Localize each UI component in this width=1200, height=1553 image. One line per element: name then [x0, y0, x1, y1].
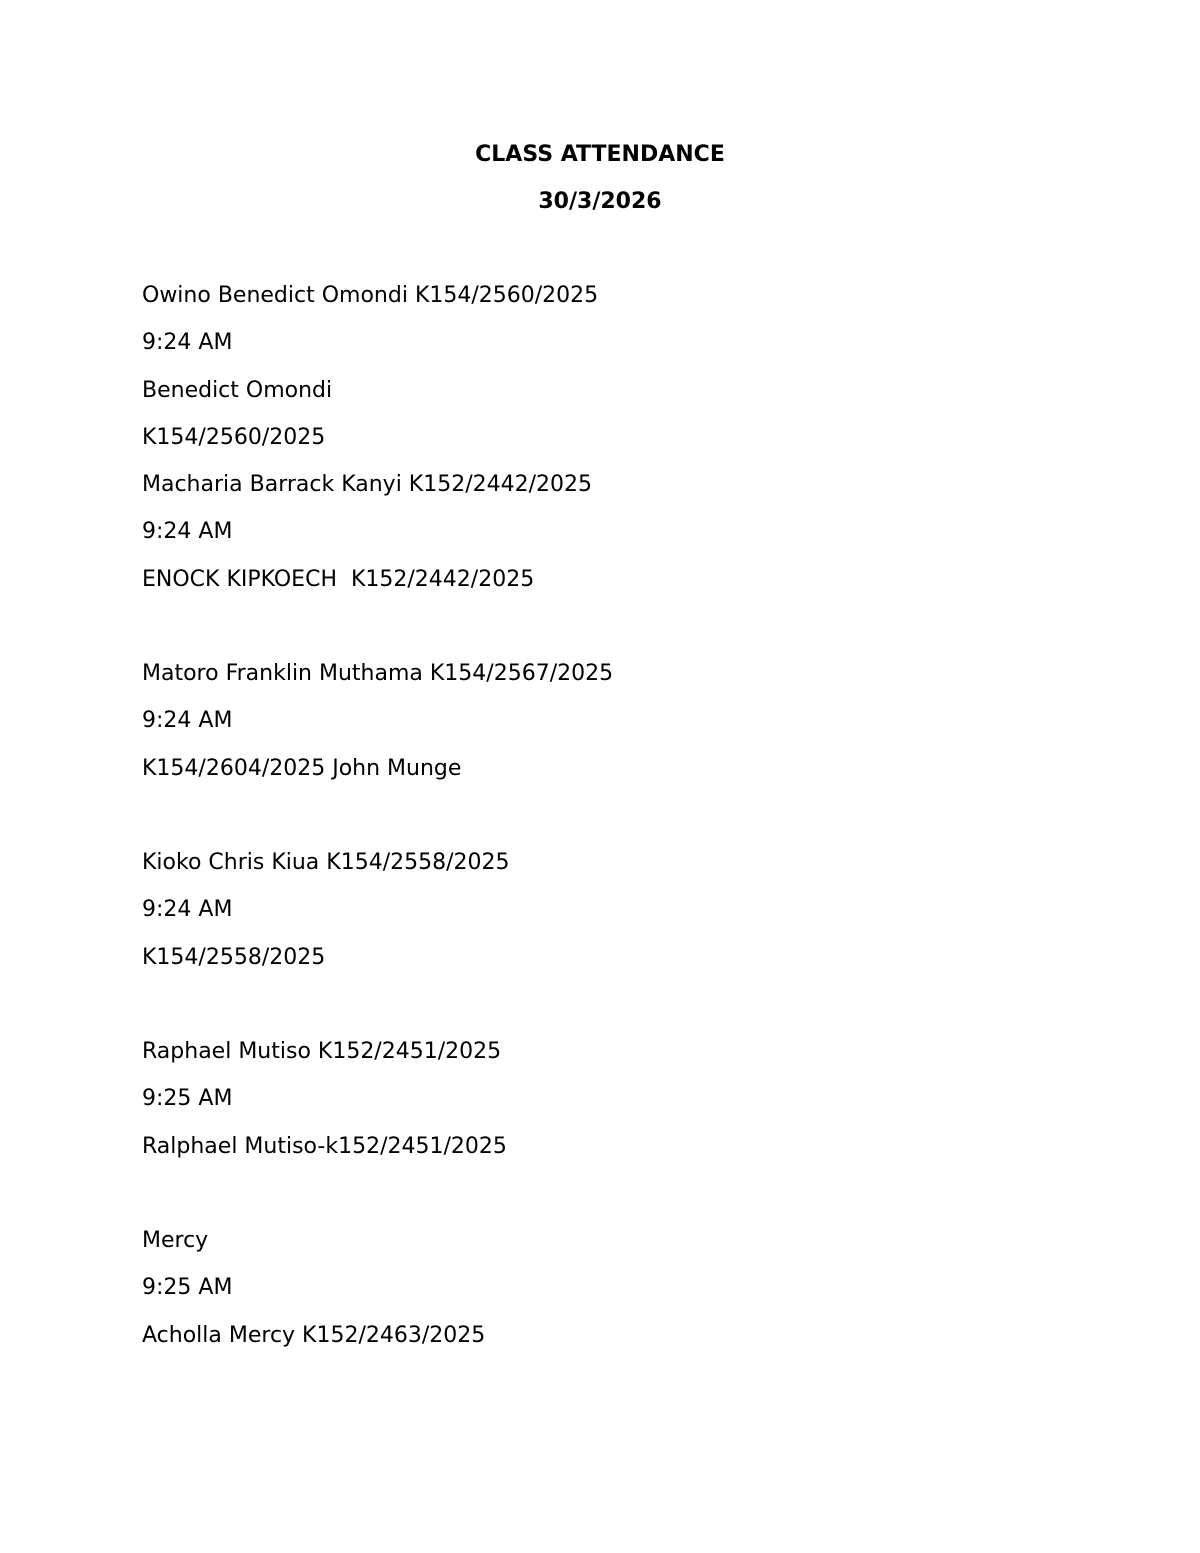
- attendance-entry: [142, 472, 1102, 661]
- entry-name-line: Matoro Franklin Muthama K154/2567/2025: [142, 661, 614, 686]
- entry-response: Ralphael Mutiso-k152/2451/2025: [142, 1133, 507, 1159]
- entry-time: 9:24 AM: [142, 708, 233, 734]
- entry-time: 9:24 AM: [142, 330, 233, 356]
- entry-response: [142, 803, 1102, 850]
- entry-time: 9:24 AM: [142, 519, 233, 545]
- entry-response: [142, 992, 1102, 1039]
- entry-response: ENOCK KIPKOECH K152/2442/2025: [142, 566, 535, 592]
- entry-name-line: Macharia Barrack Kanyi K152/2442/2025: [142, 472, 593, 497]
- entry-response: [142, 1181, 1102, 1228]
- attendance-entry: [142, 661, 1102, 850]
- entry-response: [142, 1370, 1102, 1417]
- entry-name-line: Raphael Mutiso K152/2451/2025: [142, 1039, 502, 1064]
- attendance-entry: [142, 1228, 1102, 1417]
- entry-response: Acholla Mercy K152/2463/2025: [142, 1322, 486, 1348]
- entry-response: [142, 614, 1102, 661]
- attendance-entry: [142, 1039, 1102, 1228]
- entry-name-line: Kioko Chris Kiua K154/2558/2025: [142, 850, 510, 875]
- entry-time: 9:25 AM: [142, 1086, 233, 1112]
- entry-response: K154/2560/2025: [142, 424, 326, 450]
- document-title: CLASS ATTENDANCE: [475, 142, 725, 167]
- entry-time: 9:24 AM: [142, 897, 233, 923]
- attendance-list: [142, 283, 1102, 1417]
- entry-name-line: Mercy: [142, 1228, 209, 1253]
- entry-response: K154/2604/2025 John Munge: [142, 755, 462, 781]
- attendance-entry: [142, 283, 1102, 472]
- entry-response: K154/2558/2025: [142, 944, 326, 970]
- entry-time: 9:25 AM: [142, 1275, 233, 1301]
- attendance-entry: [142, 850, 1102, 1039]
- document-date: 30/3/2026: [538, 189, 662, 214]
- entry-name-line: Owino Benedict Omondi K154/2560/2025: [142, 283, 599, 308]
- entry-response: Benedict Omondi: [142, 377, 333, 403]
